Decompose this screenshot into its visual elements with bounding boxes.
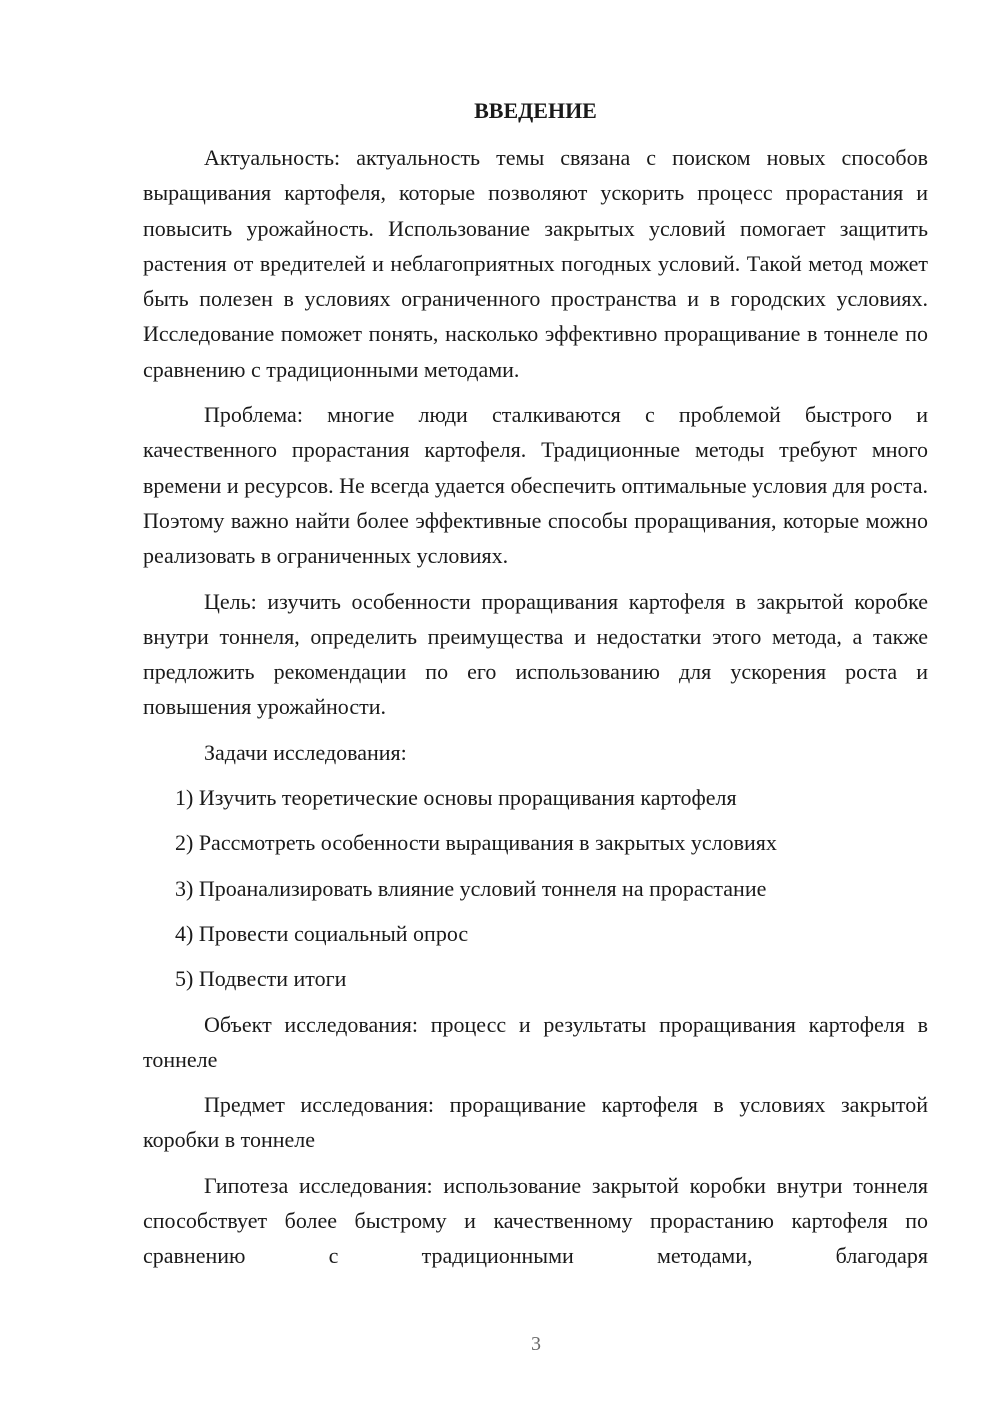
page-number: 3	[531, 1333, 541, 1355]
paragraph-relevance: Актуальность: актуальность темы связана с поиском новых способов выращивания картофеля, которые позволяют ускорить процесс прорастания и повысить урожайность. Использование закрытых условий помогает защитить растения от вредителей и неблагоприятных погодных условий. Такой метод может быть полезен в условиях ограниченного пространства и в городских условиях. Исследование поможет понять, насколько эффективно проращивание в тоннеле по сравнению с традиционными методами.	[143, 145, 928, 382]
list-item: 1) Изучить теоретические основы проращивания картофеля	[175, 785, 737, 811]
paragraph-object: Объект исследования: процесс и результаты проращивания картофеля в тоннеле	[143, 1011, 928, 1072]
list-item: 2) Рассмотреть особенности выращивания в закрытых условиях	[175, 830, 777, 856]
paragraph-subject: Предмет исследования: проращивание картофеля в условиях закрытой коробки в тоннеле	[143, 1092, 928, 1153]
list-item: 3) Проанализировать влияние условий тоннеля на прорастание	[175, 875, 767, 901]
tasks-list	[143, 780, 928, 996]
list-item: 4) Провести социальный опрос	[175, 920, 469, 946]
document-page	[143, 96, 928, 1284]
paragraph-hypothesis: Гипотеза исследования: использование закрытой коробки внутри тоннеля способствует более быстрому и качественному прорастанию картофеля по сравнению с традиционными методами, благодаря	[143, 1172, 928, 1269]
paragraph-goal: Цель: изучить особенности проращивания картофеля в закрытой коробке внутри тоннеля, определить преимущества и недостатки этого метода, а также предложить рекомендации по его использованию для ускорения роста и повышения урожайности.	[143, 588, 928, 720]
paragraph-problem: Проблема: многие люди сталкиваются с проблемой быстрого и качественного прорастания картофеля. Традиционные методы требуют много времени и ресурсов. Не всегда удается обеспечить оптимальные условия для роста. Поэтому важно найти более эффективные способы проращивания, которые можно реализовать в ограниченных условиях.	[143, 402, 928, 569]
section-heading: ВВЕДЕНИЕ	[474, 98, 597, 123]
tasks-label: Задачи исследования:	[204, 739, 407, 765]
list-item: 5) Подвести итоги	[175, 966, 347, 992]
